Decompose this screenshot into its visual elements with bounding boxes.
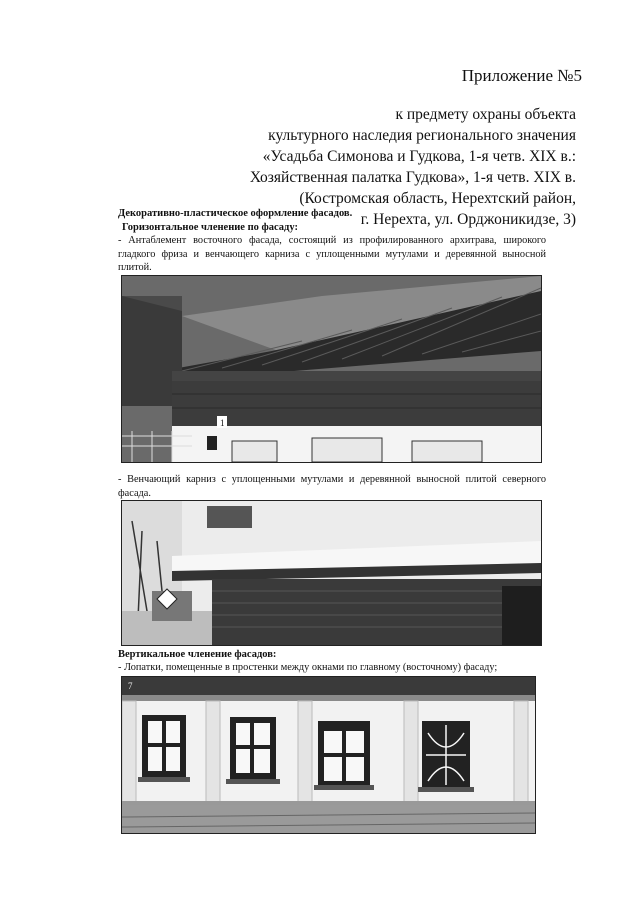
header-line: к предмету охраны объекта — [395, 106, 576, 123]
header-line: (Костромская область, Нерехтский район, — [299, 190, 576, 207]
header-line: «Усадьба Симонова и Гудкова, 1-я четв. XIX в.: — [262, 148, 576, 165]
photo3-number: 7 — [128, 681, 133, 691]
vertical-item-1: - Лопатки, помещенные в простенки между окнами по главному (восточному) фасаду; — [118, 662, 498, 673]
header-line: г. Нерехта, ул. Орджоникидзе, 3) — [360, 211, 576, 228]
section-title: Декоративно-пластическое оформление фасадов. — [118, 208, 353, 219]
header-line: Хозяйственная палатка Гудкова», 1-я четв. XIX в. — [249, 169, 576, 186]
horizontal-item-2: - Венчающий карниз с уплощенными мутулами и деревянной выносной плитой северного фасада. — [118, 474, 546, 499]
photo-pilasters — [121, 676, 536, 834]
photo-north-cornice — [121, 500, 542, 646]
appendix-title: Приложение №5 — [461, 66, 582, 85]
photo-east-facade — [121, 275, 542, 463]
photo1-number: 1 — [220, 418, 225, 428]
vertical-title: Вертикальное членение фасадов: — [118, 649, 277, 660]
horizontal-title: Горизонтальное членение по фасаду: — [122, 222, 298, 233]
header-line: культурного наследия регионального значения — [268, 127, 576, 144]
horizontal-item-1: - Антаблемент восточного фасада, состоящий из профилированного архитрава, широкого гладкого фриза и венчающего карниза с уплощенными мутулами и деревянной выносной плитой. — [118, 235, 546, 273]
